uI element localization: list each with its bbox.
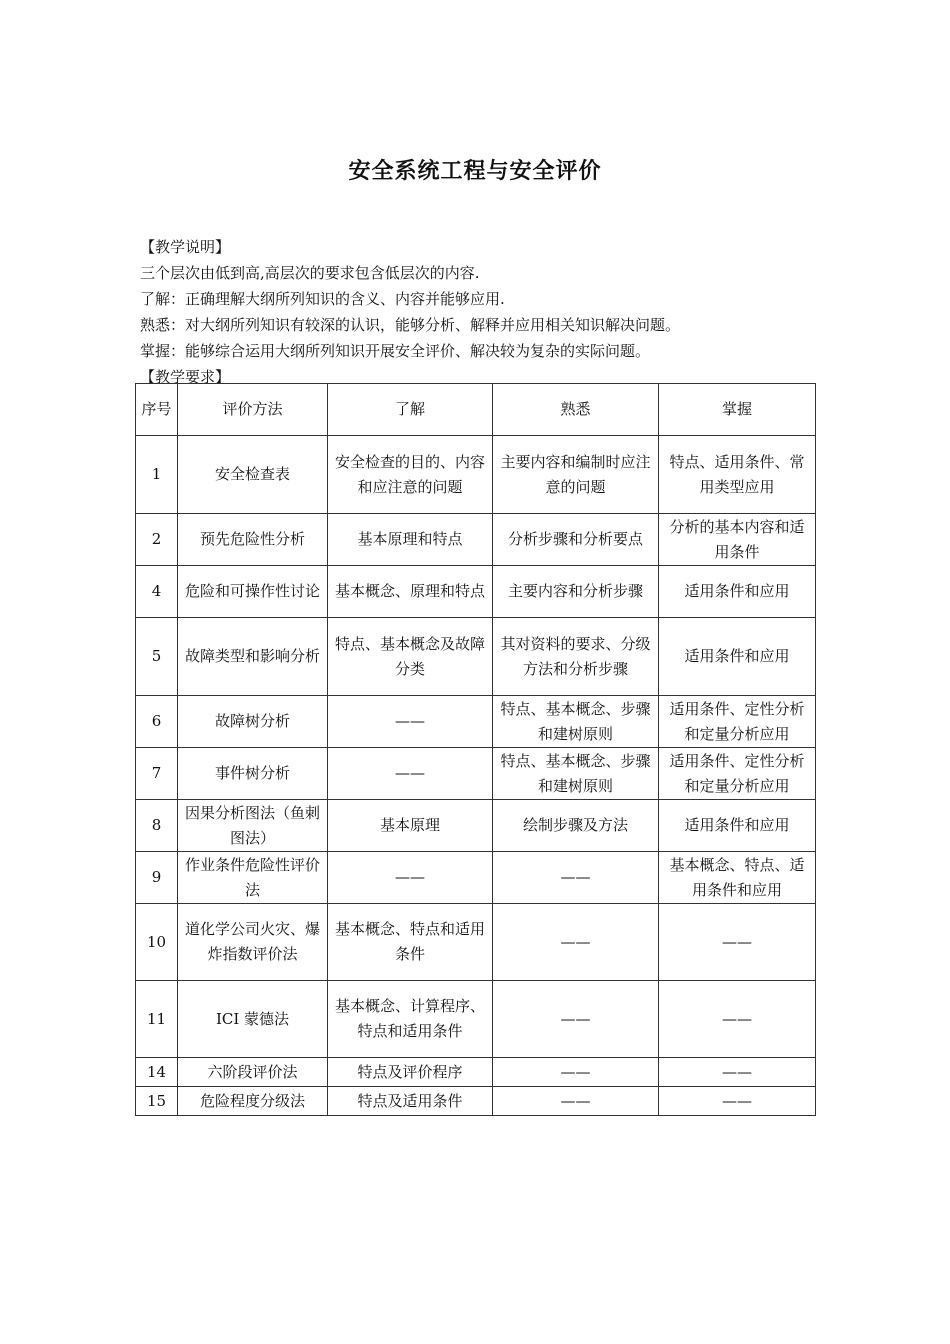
row-understand: 基本原理 [328,800,493,852]
intro-section [140,234,820,390]
row-familiar: —— [493,852,659,904]
requirements-heading: 【教学要求】 [140,368,231,386]
row-method: 故障树分析 [178,696,328,748]
row-master: —— [659,904,816,981]
row-understand: 安全检查的目的、内容和应注意的问题 [328,436,493,514]
intro-line: 三个层次由低到高,高层次的要求包含低层次的内容. [140,264,480,282]
row-num: 7 [136,748,178,800]
row-num: 10 [136,904,178,981]
intro-heading: 【教学说明】 [140,238,231,256]
row-num: 6 [136,696,178,748]
page-title: 安全系统工程与安全评价 [348,159,602,184]
row-understand: 特点、基本概念及故障分类 [328,618,493,696]
row-method: 预先危险性分析 [178,514,328,566]
row-master: —— [659,981,816,1058]
row-understand: —— [328,852,493,904]
row-familiar: —— [493,1087,659,1116]
row-master: 适用条件、定性分析和定量分析应用 [659,748,816,800]
row-method: 故障类型和影响分析 [178,618,328,696]
row-familiar: 绘制步骤及方法 [493,800,659,852]
header-method: 评价方法 [178,384,328,436]
row-master: 分析的基本内容和适用条件 [659,514,816,566]
row-master: 适用条件和应用 [659,566,816,618]
header-num: 序号 [136,384,178,436]
row-num: 2 [136,514,178,566]
table-header-row [136,384,816,436]
row-num: 14 [136,1058,178,1087]
row-familiar: 特点、基本概念、步骤和建树原则 [493,748,659,800]
row-understand: 特点及适用条件 [328,1087,493,1116]
row-understand: —— [328,748,493,800]
row-num: 1 [136,436,178,514]
row-method: 危险和可操作性讨论 [178,566,328,618]
row-understand: 基本概念、原理和特点 [328,566,493,618]
row-num: 9 [136,852,178,904]
row-familiar: 其对资料的要求、分级方法和分析步骤 [493,618,659,696]
row-method: 作业条件危险性评价法 [178,852,328,904]
row-understand: 特点及评价程序 [328,1058,493,1087]
table-row [136,696,816,748]
header-familiar: 熟悉 [493,384,659,436]
row-method: 安全检查表 [178,436,328,514]
row-method: 危险程度分级法 [178,1087,328,1116]
header-master: 掌握 [659,384,816,436]
row-familiar: —— [493,981,659,1058]
requirements-table [135,383,816,1116]
table-row [136,904,816,981]
row-master: 适用条件、定性分析和定量分析应用 [659,696,816,748]
row-familiar: 分析步骤和分析要点 [493,514,659,566]
table-row [136,436,816,514]
table-row [136,981,816,1058]
row-familiar: 主要内容和编制时应注意的问题 [493,436,659,514]
table-row [136,618,816,696]
row-num: 11 [136,981,178,1058]
table-row [136,800,816,852]
row-num: 15 [136,1087,178,1116]
table-row [136,1058,816,1087]
row-method: ICI 蒙德法 [178,981,328,1058]
table-row [136,566,816,618]
intro-line: 掌握：能够综合运用大纲所列知识开展安全评价、解决较为复杂的实际问题。 [140,342,651,360]
intro-line: 了解：正确理解大纲所列知识的含义、内容并能够应用. [140,290,505,308]
row-understand: 基本原理和特点 [328,514,493,566]
row-method: 事件树分析 [178,748,328,800]
row-master: —— [659,1058,816,1087]
row-method: 道化学公司火灾、爆炸指数评价法 [178,904,328,981]
row-understand: —— [328,696,493,748]
row-understand: 基本概念、特点和适用条件 [328,904,493,981]
row-master: 适用条件和应用 [659,618,816,696]
row-num: 5 [136,618,178,696]
intro-line: 熟悉：对大纲所列知识有较深的认识，能够分析、解释并应用相关知识解决问题。 [140,316,681,334]
row-method: 六阶段评价法 [178,1058,328,1087]
row-master: 适用条件和应用 [659,800,816,852]
row-num: 4 [136,566,178,618]
row-master: 基本概念、特点、适用条件和应用 [659,852,816,904]
row-familiar: —— [493,1058,659,1087]
row-num: 8 [136,800,178,852]
table-row [136,514,816,566]
table-row [136,1087,816,1116]
row-familiar: 特点、基本概念、步骤和建树原则 [493,696,659,748]
row-master: —— [659,1087,816,1116]
row-method: 因果分析图法（鱼刺图法） [178,800,328,852]
row-familiar: —— [493,904,659,981]
row-master: 特点、适用条件、常用类型应用 [659,436,816,514]
row-familiar: 主要内容和分析步骤 [493,566,659,618]
table-row [136,748,816,800]
row-understand: 基本概念、计算程序、特点和适用条件 [328,981,493,1058]
header-understand: 了解 [328,384,493,436]
table-row [136,852,816,904]
